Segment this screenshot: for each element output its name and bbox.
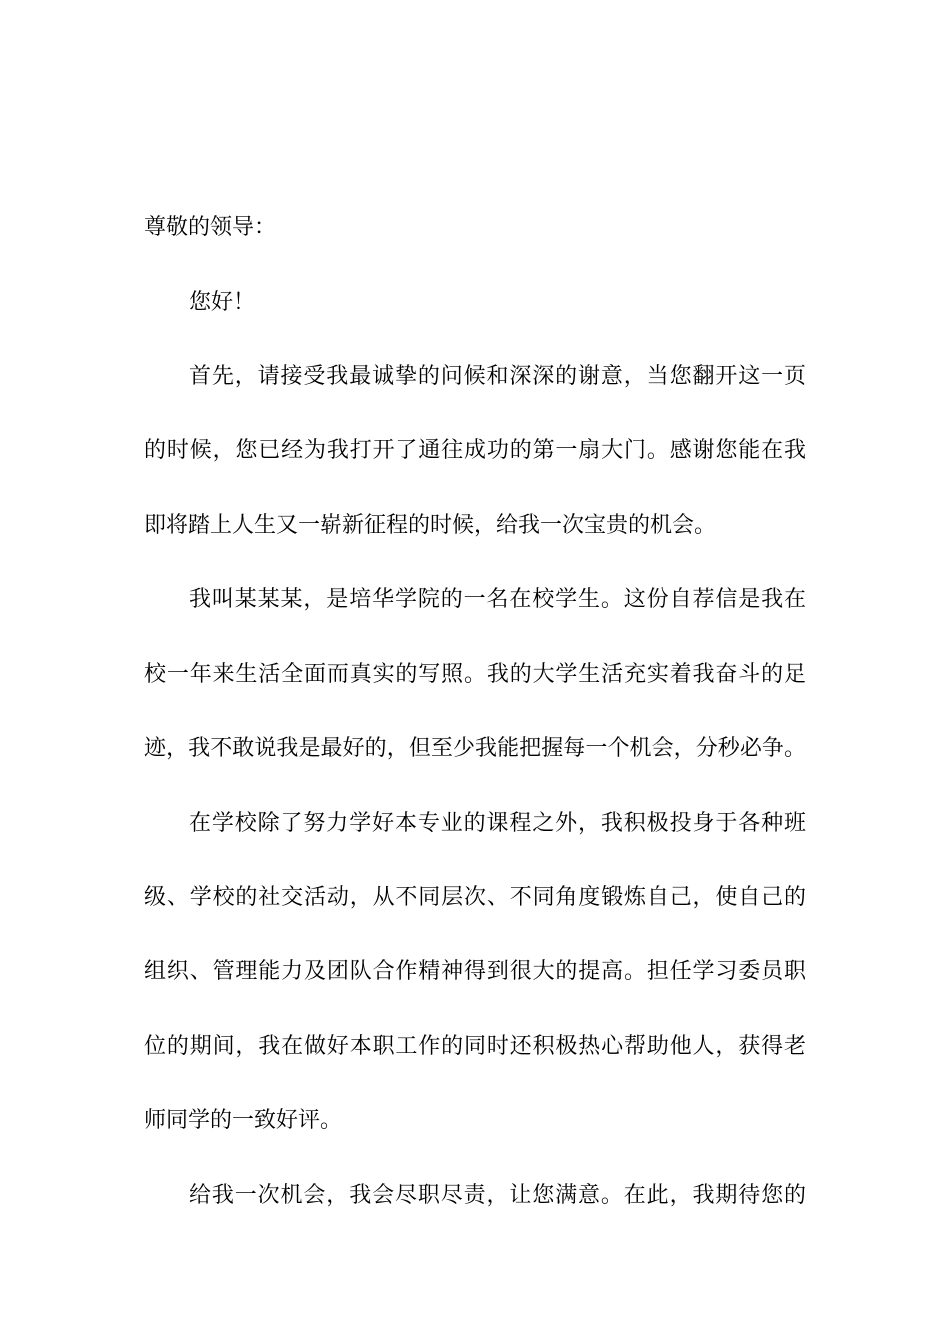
salutation: 尊敬的领导：	[144, 215, 277, 240]
paragraph-line: 迹，我不敢说我是最好的，但至少我能把握每一个机会，分秒必争。	[144, 736, 806, 761]
paragraph-line: 即将踏上人生又一崭新征程的时候，给我一次宝贵的机会。	[144, 513, 717, 538]
paragraph-line: 的时候，您已经为我打开了通往成功的第一扇大门。感谢您能在我	[144, 438, 806, 463]
paragraph-line: 首先，请接受我最诚挚的问候和深深的谢意，当您翻开这一页	[189, 364, 806, 389]
paragraph-line: 师同学的一致好评。	[144, 1108, 343, 1133]
paragraph-line: 我叫某某某，是培华学院的一名在校学生。这份自荐信是我在	[189, 587, 806, 612]
paragraph-line: 在学校除了努力学好本专业的课程之外，我积极投身于各种班	[189, 811, 806, 836]
paragraph-line: 给我一次机会，我会尽职尽责，让您满意。在此，我期待您的	[189, 1183, 806, 1208]
paragraph-line: 校一年来生活全面而真实的写照。我的大学生活充实着我奋斗的足	[144, 662, 806, 687]
paragraph-line: 组织、管理能力及团队合作精神得到很大的提高。担任学习委员职	[144, 959, 806, 984]
greeting: 您好！	[189, 290, 256, 315]
paragraph-line: 位的期间，我在做好本职工作的同时还积极热心帮助他人，获得老	[144, 1034, 806, 1059]
paragraph-line: 级、学校的社交活动，从不同层次、不同角度锻炼自己，使自己的	[144, 885, 806, 910]
